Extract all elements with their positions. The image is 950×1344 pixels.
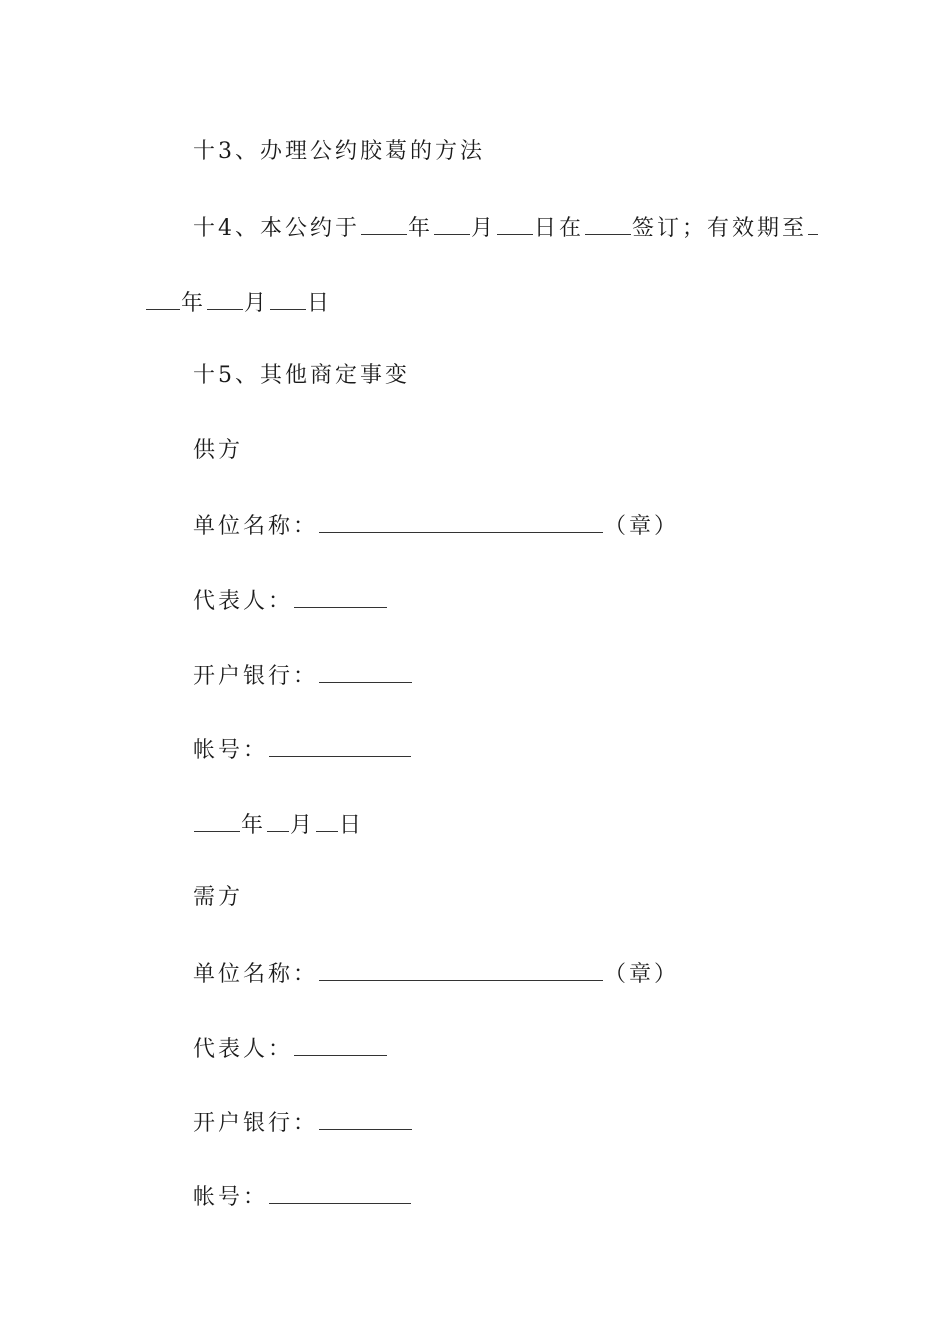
supplier-year-blank[interactable] [194, 809, 240, 832]
buyer-representative [193, 1033, 388, 1065]
sign-year-blank[interactable] [361, 212, 407, 235]
valid-day-blank[interactable] [270, 287, 306, 310]
clause-14-intro: 十4、本公约于 [193, 216, 360, 241]
supplier-unit-name [193, 510, 679, 542]
buyer-account-label: 帐号： [193, 1185, 269, 1210]
clause-14-continued [145, 287, 332, 319]
supplier-year-char: 年 [241, 813, 267, 838]
supplier-account-label: 帐号： [193, 738, 269, 763]
buyer-account [193, 1181, 412, 1213]
sign-month-blank[interactable] [434, 212, 470, 235]
valid-month-blank[interactable] [207, 287, 243, 310]
supplier-rep-label: 代表人： [193, 589, 294, 614]
signed-valid-until: 签订；有效期至 [632, 216, 808, 241]
clause-15: 十5、其他商定事变 [193, 363, 410, 388]
buyer-unit-name [193, 958, 679, 990]
buyer-rep-label: 代表人： [193, 1037, 294, 1062]
supplier-seal: （章） [604, 514, 680, 539]
buyer-rep-blank[interactable] [294, 1033, 387, 1056]
supplier-month-char: 月 [290, 813, 316, 838]
supplier-representative [193, 585, 388, 617]
supplier-day-char: 日 [339, 813, 365, 838]
supplier-date [193, 809, 364, 841]
buyer-unit-blank[interactable] [319, 958, 603, 981]
valid-month-char: 月 [244, 291, 270, 316]
supplier-heading: 供方 [193, 438, 244, 463]
supplier-day-blank[interactable] [316, 809, 338, 832]
supplier-bank-label: 开户银行： [193, 664, 319, 689]
supplier-month-blank[interactable] [267, 809, 289, 832]
buyer-account-blank[interactable] [269, 1181, 411, 1204]
buyer-heading: 需方 [193, 885, 244, 910]
sign-day-blank[interactable] [497, 212, 533, 235]
buyer-bank [193, 1107, 413, 1139]
valid-year-char: 年 [181, 291, 207, 316]
buyer-seal: （章） [604, 962, 680, 987]
clause-14 [193, 212, 819, 244]
sign-place-blank[interactable] [585, 212, 631, 235]
buyer-bank-blank[interactable] [319, 1107, 412, 1130]
supplier-unit-label: 单位名称： [193, 514, 319, 539]
supplier-bank-blank[interactable] [319, 660, 412, 683]
supplier-unit-blank[interactable] [319, 510, 603, 533]
clause-13: 十3、办理公约胶葛的方法 [193, 139, 485, 164]
supplier-bank [193, 660, 413, 692]
supplier-rep-blank[interactable] [294, 585, 387, 608]
valid-day-char: 日 [307, 291, 333, 316]
supplier-account-blank[interactable] [269, 734, 411, 757]
supplier-account [193, 734, 412, 766]
valid-year-blank-start[interactable] [808, 212, 818, 235]
buyer-bank-label: 开户银行： [193, 1111, 319, 1136]
month-char: 月 [471, 216, 497, 241]
buyer-unit-label: 单位名称： [193, 962, 319, 987]
day-at-char: 日在 [534, 216, 585, 241]
year-char: 年 [408, 216, 434, 241]
valid-year-blank[interactable] [146, 287, 180, 310]
